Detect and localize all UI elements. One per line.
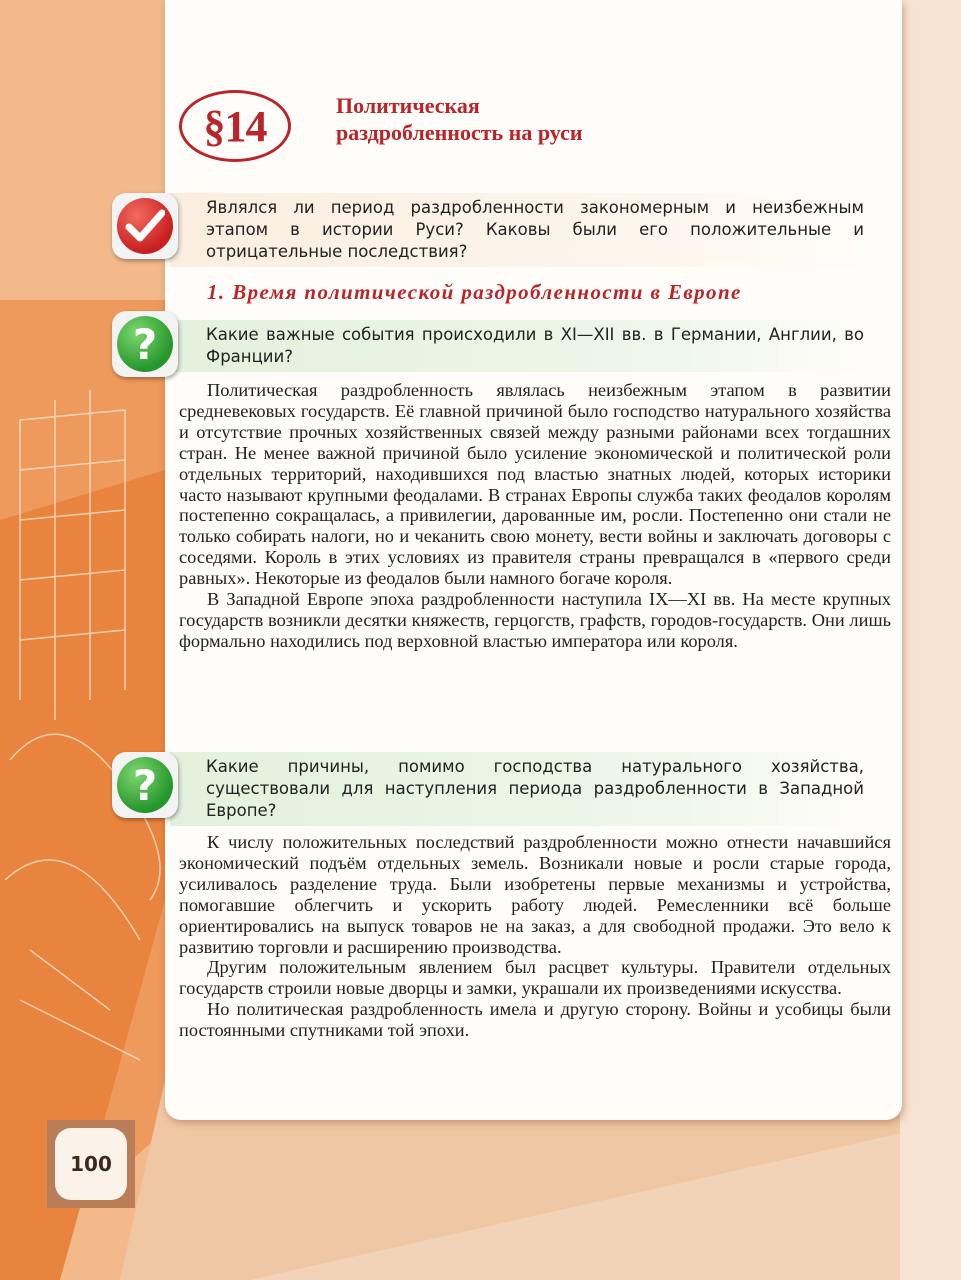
- question-icon: ?: [112, 311, 178, 377]
- chapter-title-line-2: раздробленность на руси: [336, 120, 583, 145]
- body-2-paragraph-1: К числу положительных последствий раздробленности можно отнести начавшийся экономический подъём отдельных земель. Возникали новые и росли старые города, усиливалось разделение труда. Были изобретены первые механизмы и устройства, помогавшие облегчить и ускорить работу людей. Ремесленники всё больше ориентировались на выпуск товаров не на заказ, а для свободной продажи. Это вело к развитию торговли и расширению производства.: [179, 832, 891, 957]
- checkmark-glyph: [125, 209, 165, 243]
- question-2-text: Какие причины, помимо господства натурального хозяйства, существовали для наступления периода раздробленности в Западной Европе?: [206, 757, 864, 820]
- body-2-paragraph-3: Но политическая раздробленность имела и другую сторону. Войны и усобицы были постоянными спутниками той эпохи.: [179, 999, 891, 1041]
- question-1-callout: [170, 320, 870, 372]
- intro-question-callout: [170, 193, 870, 267]
- body-1-paragraph-2: В Западной Европе эпоха раздробленности наступила IX—XI вв. На месте крупных государств возникли десятки княжеств, герцогств, графств, городов-государств. Они лишь формально находились под верховной властью императора или короля.: [179, 589, 891, 651]
- body-1-paragraph-1: Политическая раздробленность являлась неизбежным этапом в развитии средневековых государств. Её главной причиной было господство натурального хозяйства и отсутствие прочных хозяйственных связей между разными районами всех тогдашних стран. Не менее важной причиной было усиление экономической и политической роли отдельных территорий, находившихся под властью знатных людей, которых историки часто называют крупными феодалами. В странах Европы служба таких феодалов королям постепенно сокращалась, а привилегии, дарованные им, росли. Постепенно они стали не только собирать налоги, но и чеканить свою монету, вести войны и заключать договоры с соседями. Король в этих условиях из правителя страны превращался в «первого среди равных». Некоторые из феодалов были намного богаче короля.: [179, 380, 891, 589]
- section-heading: 1. Время политической раздробленности в Европе: [207, 280, 742, 304]
- intro-question-text: Являлся ли период раздробленности закономерным и неизбежным этапом в истории Руси? Каковы были его положительные и отрицательные последствия?: [206, 198, 864, 261]
- body-text-1: [179, 380, 891, 652]
- question-icon: ?: [112, 752, 178, 818]
- page-number: 100: [55, 1128, 127, 1200]
- checkmark-icon: [112, 193, 178, 259]
- body-2-paragraph-2: Другим положительным явлением был расцвет культуры. Правители отдельных государств строили новые дворцы и замки, украшали их произведениями искусства.: [179, 957, 891, 999]
- question-1-text: Какие важные события происходили в XI—XII вв. в Германии, Англии, во Франции?: [206, 325, 864, 366]
- page-number-box: [47, 1120, 135, 1208]
- paragraph-badge: §14: [179, 90, 291, 162]
- question-2-callout: [170, 752, 870, 826]
- chapter-title: [336, 92, 736, 146]
- chapter-title-line-1: Политическая: [336, 93, 480, 118]
- body-text-2: [179, 832, 891, 1041]
